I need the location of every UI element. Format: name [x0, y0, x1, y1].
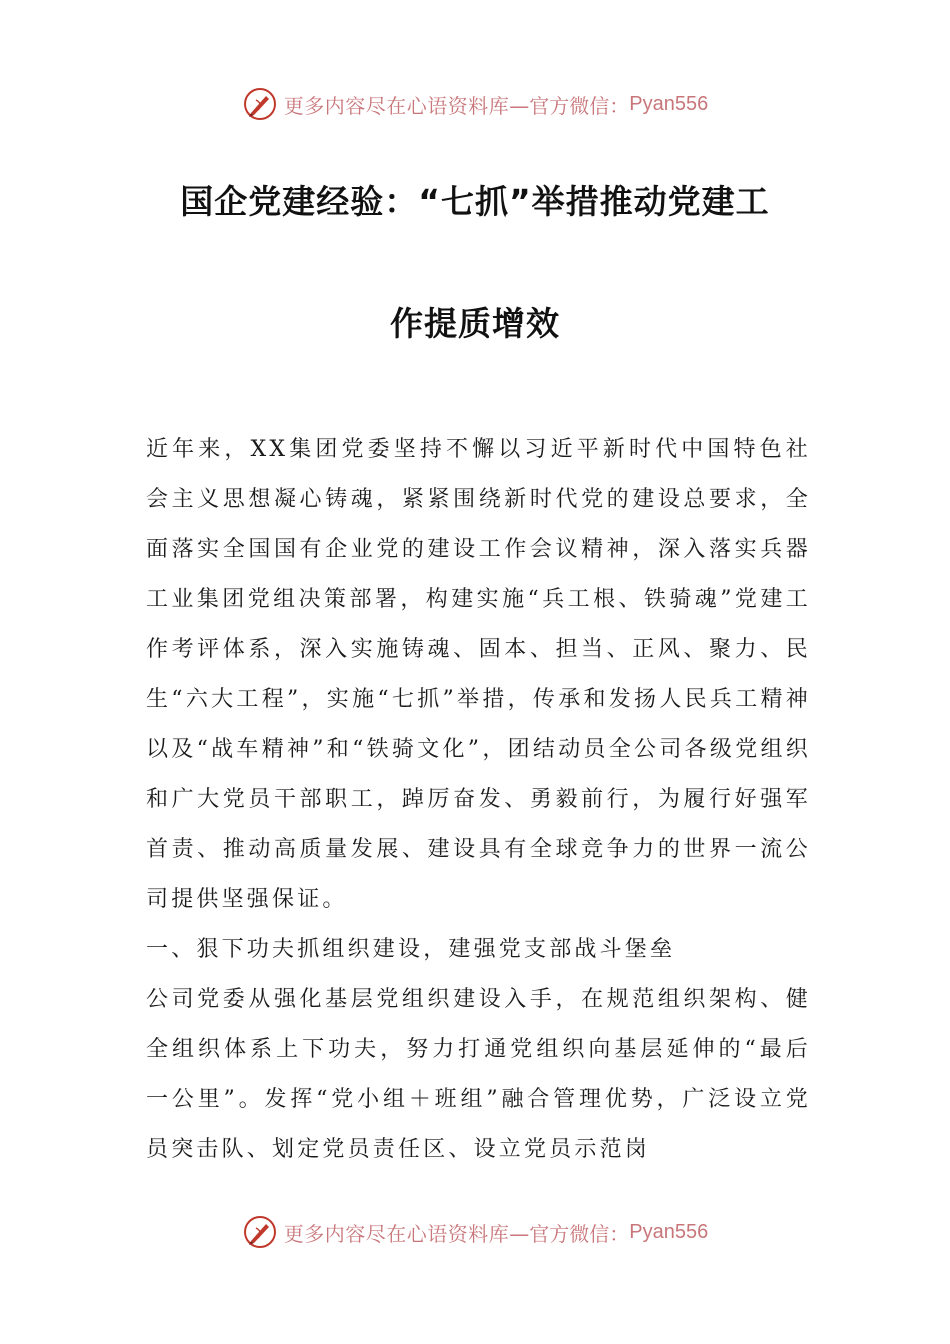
document-title-line-2: 作提质增效 [390, 304, 560, 343]
watermark-wechat-id: Pyan556 [629, 92, 709, 115]
footer-watermark [0, 1208, 950, 1256]
document-body [146, 425, 811, 1175]
watermark-wechat-id: Pyan556 [629, 1220, 709, 1243]
pen-logo-icon [242, 1214, 278, 1250]
header-watermark [0, 80, 950, 128]
pen-logo-icon [242, 86, 278, 122]
watermark-separator: —官方微信： [509, 93, 630, 118]
section-heading-1: 一、狠下功夫抓组织建设，建强党支部战斗堡垒 [146, 937, 676, 962]
watermark-text: 更多内容尽在心语资料库 [283, 1221, 510, 1246]
paragraph-intro: 近年来，XX集团党委坚持不懈以习近平新时代中国特色社会主义思想凝心铸魂，紧紧围绕新时代党的建设总要求，全面落实全国国有企业党的建设工作会议精神，深入落实兵器工业集团党组决策部署，构建实施“兵工根、铁骑魂”党建工作考评体系，深入实施铸魂、固本、担当、正风、聚力、民生“六大工程”，实施“七抓”举措，传承和发扬人民兵工精神以及“战车精神”和“铁骑文化”，团结动员全公司各级党组织和广大党员干部职工，踔厉奋发、勇毅前行，为履行好强军首责、推动高质量发展、建设具有全球竞争力的世界一流公司提供坚强保证。 [146, 437, 811, 912]
watermark-separator: —官方微信： [509, 1221, 630, 1246]
paragraph-section-1: 公司党委从强化基层党组织建设入手，在规范组织架构、健全组织体系上下功夫，努力打通党组织向基层延伸的“最后一公里”。发挥“党小组＋班组”融合管理优势，广泛设立党员突击队、划定党员责任区、设立党员示范岗 [146, 987, 811, 1162]
watermark-text: 更多内容尽在心语资料库 [283, 93, 510, 118]
document-title-line-1: 国企党建经验：“七抓”举措推动党建工 [180, 182, 770, 221]
